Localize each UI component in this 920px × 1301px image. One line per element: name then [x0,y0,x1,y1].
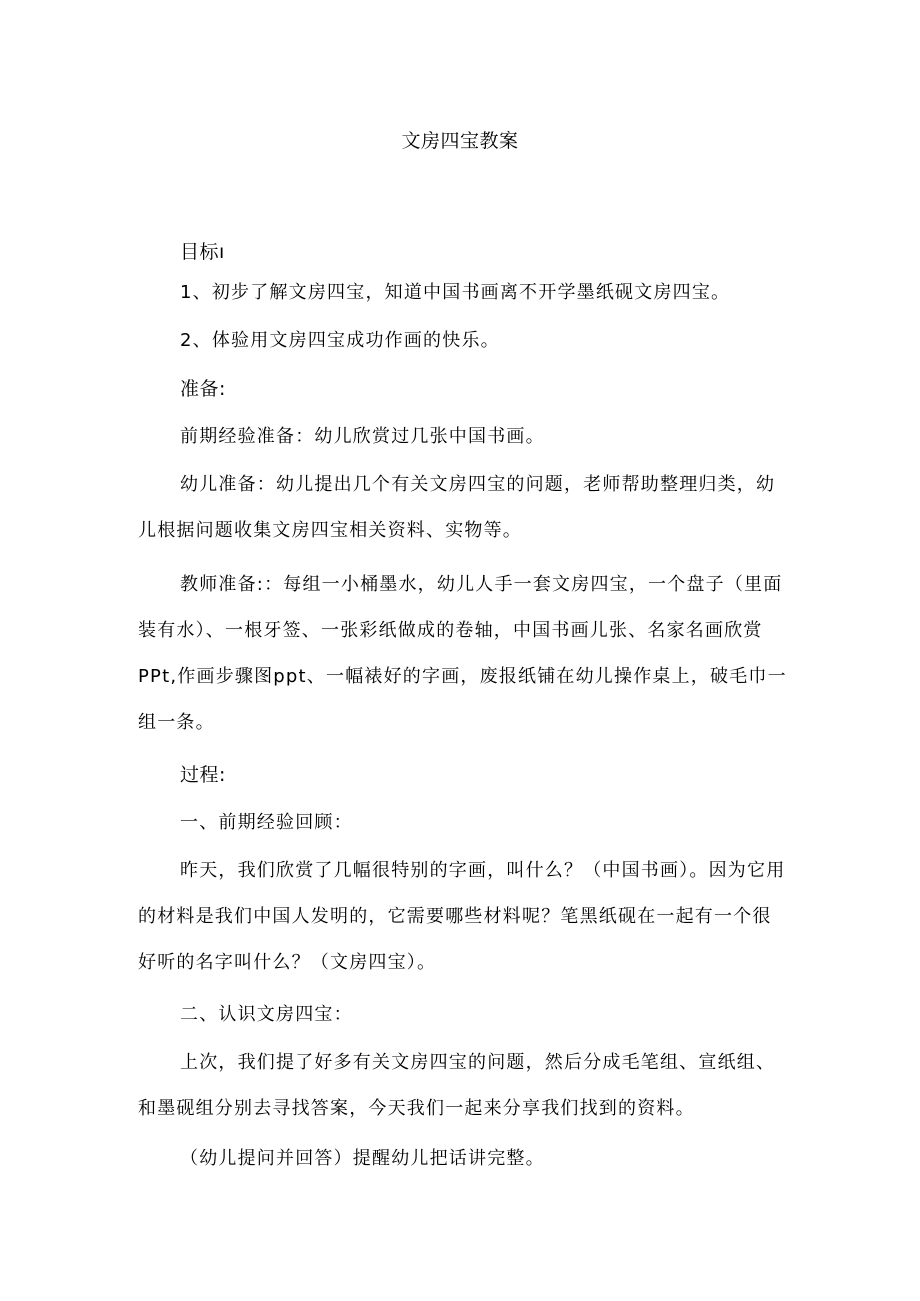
section-heading-process: 过程: [180,764,226,786]
paragraph-recognize: 上次，我们提了好多有关文房四宝的问题，然后分成毛笔组、宣纸组、和墨砚组分别去寻找答案，今天我们一起来分享我们找到的资料。 [138,1052,776,1119]
document-title: 文房四宝教案 [401,130,519,152]
paragraph-child-preparation: 幼儿准备：幼儿提出几个有关文房四宝的问题，老师帮助整理归类，幼儿根据问题收集文房四宝相关资料、实物等。 [138,474,776,541]
paragraph-teacher-preparation: 教师准备:：每组一小桶墨水，幼儿人手一套文房四宝，一个盘子（里面装有水）、一根牙签、一张彩纸做成的卷轴，中国书画儿张、名家名画欣赏PPt,作画步骤图ppt、一幅裱好的字画，废报纸铺在幼儿操作桌上，破毛巾一组一条。 [138,574,787,733]
step-heading-review: 一、前期经验回顾： [180,812,353,833]
goal-item-1: 1、初步了解文房四宝，知道中国书画离不开学墨纸砚文房四宝。 [180,282,731,303]
paragraph-reminder: （幼儿提问并回答）提醒幼儿把话讲完整。 [180,1148,545,1169]
goal-item-2: 2、体验用文房四宝成功作画的快乐。 [180,330,500,351]
section-heading-goals: 目标ı [180,241,225,263]
paragraph-review: 昨天，我们欣赏了几幅很特别的字画，叫什么？（中国书画）。因为它用的材料是我们中国人发明的，它需要哪些材料呢？笔黑纸砚在一起有一个很好听的名字叫什么？（文房四宝）。 [138,860,786,973]
paragraph-prior-experience: 前期经验准备：幼儿欣赏过几张中国书画。 [180,426,545,447]
step-heading-recognize: 二、认识文房四宝： [180,1004,353,1025]
section-heading-preparation: 准备: [180,378,226,400]
